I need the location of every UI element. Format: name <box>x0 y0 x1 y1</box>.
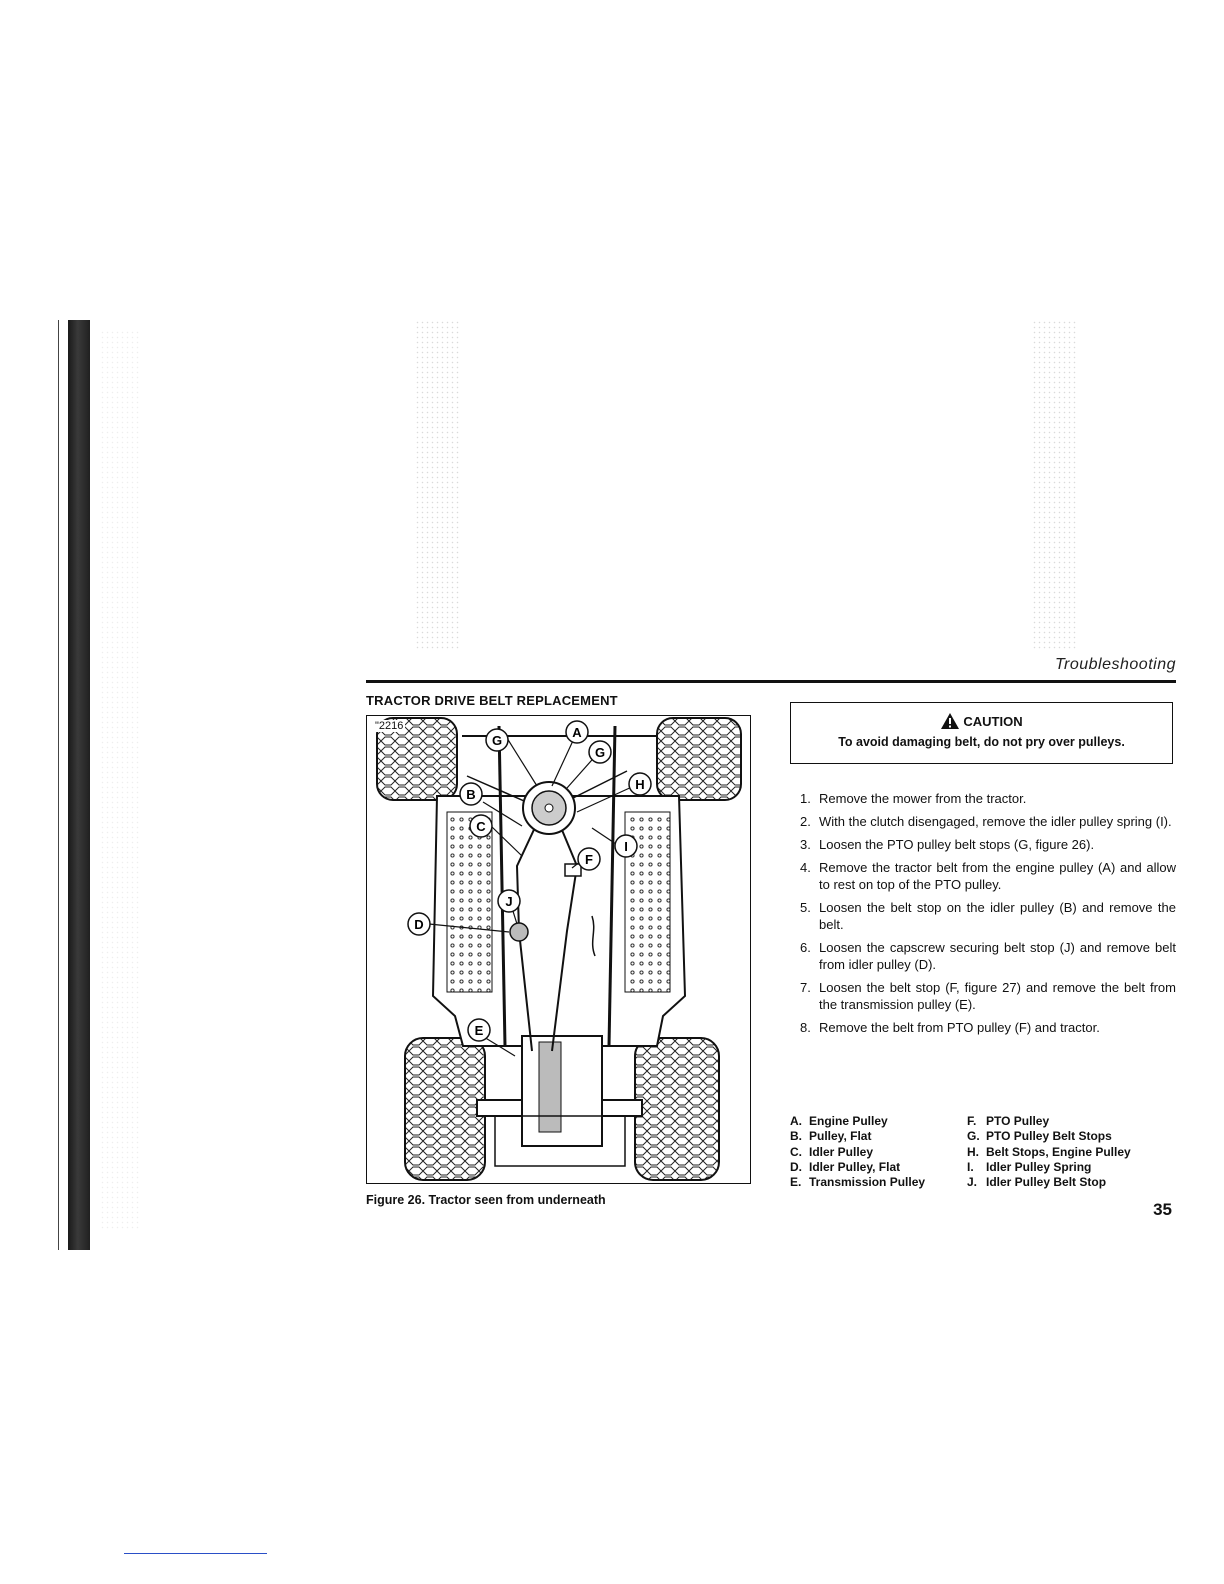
procedure-step: 1. Remove the mower from the tractor. <box>800 791 1027 806</box>
caution-title: CAUTION <box>963 713 1023 729</box>
figure-number: "2216 <box>375 720 404 732</box>
transmission <box>522 1036 602 1146</box>
callout-g-right <box>589 741 611 763</box>
binding-edge-line <box>58 320 59 1250</box>
rear-left-tire <box>405 1038 485 1180</box>
svg-text:C: C <box>476 819 486 834</box>
legend-item: E. Transmission Pulley <box>790 1175 926 1190</box>
callout-d <box>408 913 430 935</box>
callout-i <box>615 835 637 857</box>
warning-triangle-icon <box>940 712 960 730</box>
page-number: 35 <box>1153 1200 1172 1219</box>
callout-c <box>470 815 492 837</box>
legend-item: I. Idler Pulley Spring <box>967 1159 1092 1174</box>
procedure-step: 5. Loosen the belt stop on the idler pulley (B) and remove the belt. <box>800 900 1176 932</box>
caution-box <box>790 702 1173 764</box>
svg-text:G: G <box>594 745 606 760</box>
legend-item: A. Engine Pulley <box>790 1114 888 1128</box>
legend-item: J. Idler Pulley Belt Stop <box>967 1175 1107 1190</box>
svg-text:H: H <box>635 777 645 792</box>
legend-item: C. Idler Pulley <box>790 1144 874 1159</box>
scan-speckle <box>1032 320 1077 650</box>
parts-legend-left <box>790 1114 925 1190</box>
tractor-underside-figure <box>366 715 751 1184</box>
section-title: Troubleshooting <box>1054 656 1176 673</box>
header-rule <box>366 680 1176 683</box>
legend-item: F. PTO Pulley <box>967 1114 1050 1128</box>
legend-item: D. Idler Pulley, Flat <box>790 1159 901 1174</box>
caution-header <box>791 712 1172 730</box>
svg-text:E: E <box>474 1023 484 1038</box>
caution-text: To avoid damaging belt, do not pry over pulleys. <box>838 735 1125 749</box>
procedure-step: 6. Loosen the capscrew securing belt stop (J) and remove belt from idler pulley (D). <box>800 940 1176 972</box>
procedure-steps <box>800 790 1176 1042</box>
callout-j <box>498 890 520 912</box>
svg-text:D: D <box>414 917 424 932</box>
svg-text:G: G <box>491 733 503 748</box>
callout-f <box>578 848 600 870</box>
svg-text:B: B <box>466 787 476 802</box>
svg-text:A: A <box>572 725 582 740</box>
idler-pulley-flat <box>510 923 528 941</box>
procedure-step: 2. With the clutch disengaged, remove the idler pulley spring (I). <box>800 814 1172 829</box>
figure-caption: Figure 26. Tractor seen from underneath <box>366 1193 606 1207</box>
callout-h <box>629 773 651 795</box>
footer-link-underline[interactable] <box>124 1553 267 1554</box>
scan-speckle <box>100 330 140 1230</box>
callout-e <box>468 1019 490 1041</box>
figure-heading: TRACTOR DRIVE BELT REPLACEMENT <box>366 693 618 708</box>
legend-item: G. PTO Pulley Belt Stops <box>967 1129 1112 1144</box>
procedure-step: 4. Remove the tractor belt from the engine pulley (A) and allow to rest on top of the PTO pulley. <box>800 860 1176 892</box>
scan-speckle <box>415 320 460 650</box>
callout-b <box>460 783 482 805</box>
callout-g-left <box>486 729 508 751</box>
svg-text:I: I <box>624 839 628 854</box>
legend-item: B. Pulley, Flat <box>790 1129 872 1144</box>
rear-right-tire <box>635 1038 719 1180</box>
procedure-step: 7. Loosen the belt stop (F, figure 27) and remove the belt from the transmission pulley (E). <box>800 980 1176 1012</box>
front-right-tire <box>657 718 741 800</box>
callout-a <box>566 721 588 743</box>
legend-item: H. Belt Stops, Engine Pulley <box>967 1144 1131 1159</box>
tractor-underside-drawing <box>367 716 751 1184</box>
svg-text:F: F <box>585 852 593 867</box>
procedure-step: 8. Remove the belt from PTO pulley (F) and tractor. <box>800 1020 1100 1035</box>
procedure-step: 3. Loosen the PTO pulley belt stops (G, figure 26). <box>800 837 1095 852</box>
parts-legend-right <box>967 1114 1131 1190</box>
left-vent-panel <box>447 812 492 992</box>
binding-spine-scan <box>68 320 90 1250</box>
svg-text:J: J <box>505 894 513 909</box>
